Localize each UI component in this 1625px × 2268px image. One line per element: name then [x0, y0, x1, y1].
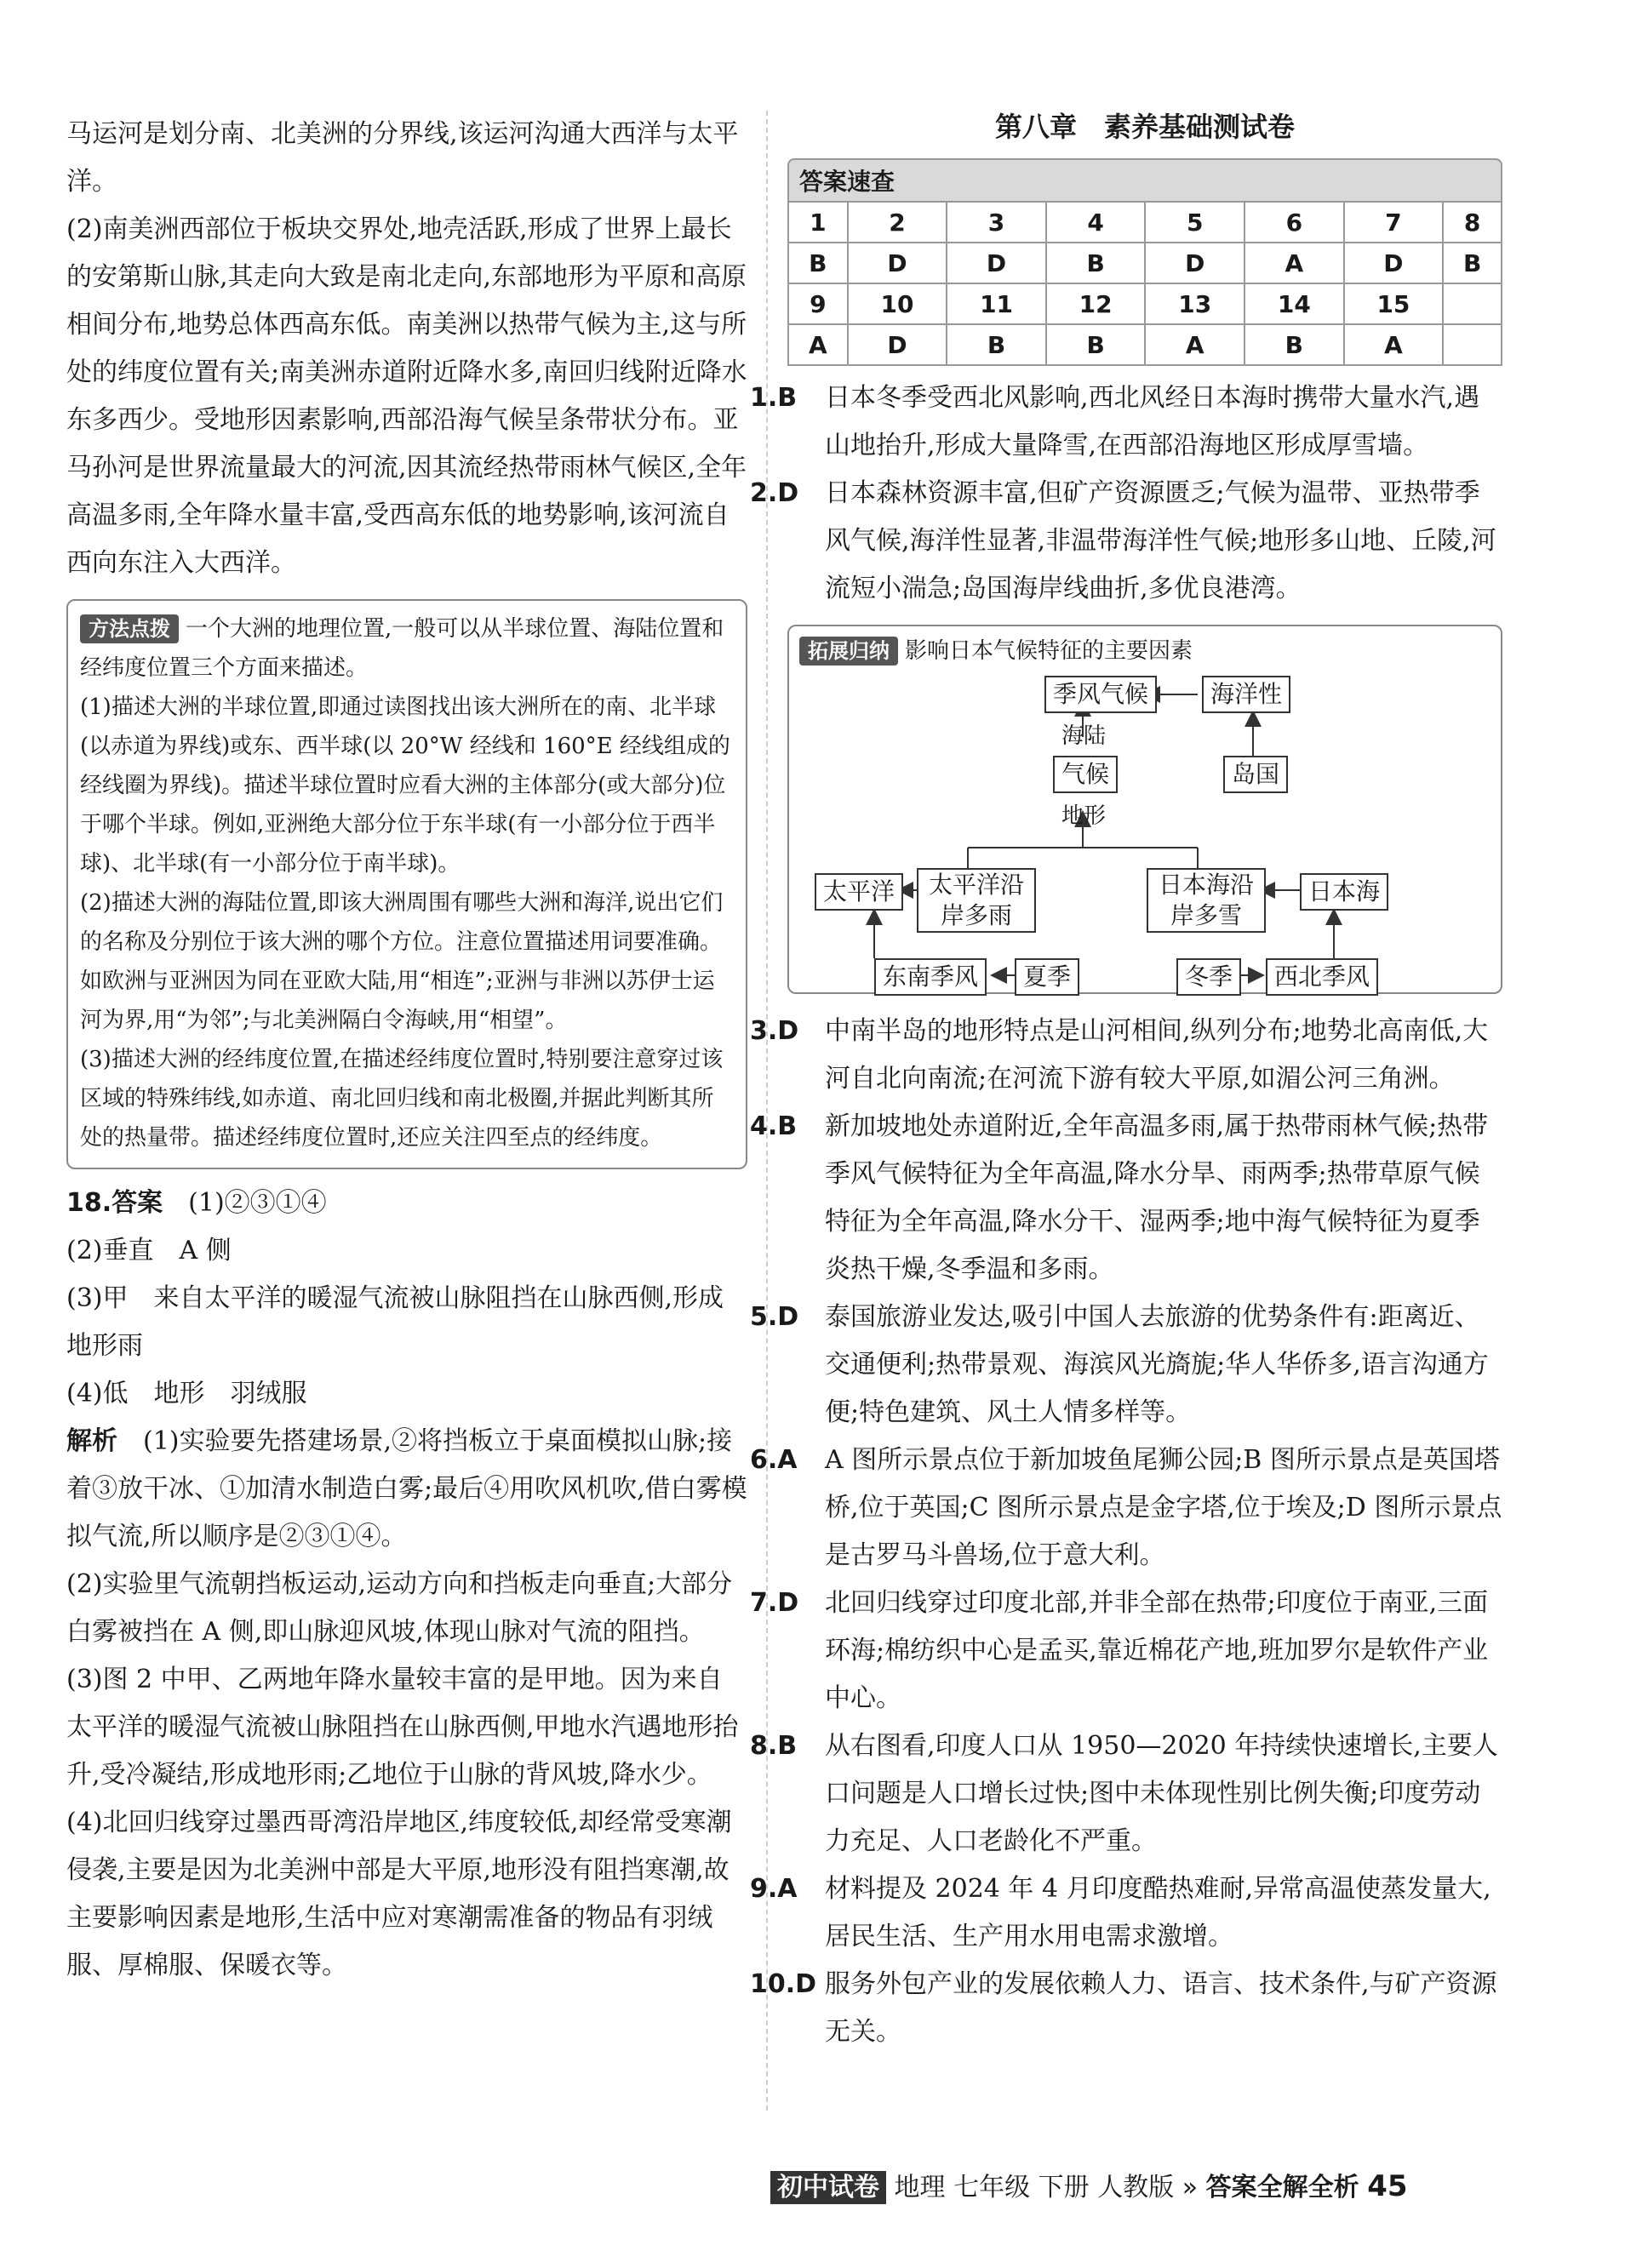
answer-cell: B — [788, 243, 848, 283]
footer-brand: 初中试卷 — [770, 2171, 886, 2204]
answer-cell: 4 — [1046, 202, 1146, 243]
answer-item-number: 1.B — [750, 383, 798, 413]
method-2: (2)描述大洲的海陆位置,即该大洲周围有哪些大洲和海洋,说出它们的名称及分别位于该大洲的哪个方位。注意位置描述用词要准确。如欧洲与亚洲因为同在亚欧大陆,用“相连”;亚洲与非洲以苏伊士运河为界,用“为邻”;与北美洲隔白令海峡,用“相望”。 — [80, 890, 724, 1033]
footer-title: 答案全解全析 — [1205, 2173, 1359, 2202]
method-box — [66, 599, 747, 1169]
q18-ans-1: (1)②③①④ — [188, 1188, 327, 1218]
answer-item — [750, 1437, 1502, 1580]
answer-cell: A — [1244, 243, 1344, 283]
footer-volume: 下册 — [1038, 2173, 1090, 2202]
answer-cell: 11 — [947, 283, 1046, 324]
answer-cell: B — [1244, 324, 1344, 365]
page-number: 45 — [1367, 2169, 1408, 2203]
node-se-wind: 东南季风 — [874, 958, 987, 996]
answer-table — [787, 201, 1502, 366]
jiexi-4: (4)北回归线穿过墨西哥湾沿岸地区,纬度较低,却经常受寒潮侵袭,主要是因为北美洲中部是大平原,地形没有阻挡寒潮,故主要影响因素是地形,生活中应对寒潮需准备的物品有羽绒服、厚棉服、保暖衣等。 — [66, 1808, 732, 1980]
answer-item-text: 日本森林资源丰富,但矿产资源匮乏;气候为温带、亚热带季风气候,海洋性显著,非温带海洋性气候;地形多山地、丘陵,河流短小湍急;岛国海岸线曲折,多优良港湾。 — [825, 478, 1496, 603]
node-maritime: 海洋性 — [1202, 676, 1290, 713]
jiexi-label: 解析 — [66, 1426, 117, 1456]
node-pacific-coast: 太平洋沿岸多雨 — [917, 868, 1036, 933]
node-nw-wind: 西北季风 — [1266, 958, 1378, 996]
jiexi-3: (3)图 2 中甲、乙两地年降水量较丰富的是甲地。因为来自太平洋的暖湿气流被山脉阻挡在山脉西侧,甲地水汽遇地形抬升,受冷凝结,形成地形雨;乙地位于山脉的背风坡,降水少。 — [66, 1665, 739, 1790]
method-3: (3)描述大洲的经纬度位置,在描述经纬度位置时,特别要注意穿过该区域的特殊纬线,如赤道、南北回归线和南北极圈,并据此判断其所处的热量带。描述经纬度位置时,还应关注四至点的经纬度。 — [80, 1047, 724, 1151]
answer-cell: B — [947, 324, 1046, 365]
answer-item-text: 泰国旅游业发达,吸引中国人去旅游的优势条件有:距离近、交通便利;热带景观、海滨风光旖旎;华人华侨多,语言沟通方便;特色建筑、风土人情多样等。 — [825, 1302, 1489, 1427]
answer-cell: D — [947, 243, 1046, 283]
footer-edition: 人教版 — [1097, 2173, 1175, 2202]
answer-item-text: 服务外包产业的发展依赖人力、语言、技术条件,与矿产资源无关。 — [825, 1969, 1497, 2047]
answer-item-text: 材料提及 2024 年 4 月印度酷热难耐,异常高温使蒸发量大,居民生活、生产用水用电需求激增。 — [825, 1874, 1491, 1951]
q18-label: 18.答案 — [66, 1188, 163, 1218]
answer-cell: 10 — [848, 283, 947, 324]
answer-item — [750, 374, 1502, 470]
answer-cell: B — [1443, 243, 1502, 283]
answer-cell: 8 — [1443, 202, 1502, 243]
answer-item-number: 6.A — [750, 1445, 798, 1475]
answer-cell: B — [1046, 243, 1146, 283]
method-tag: 方法点拨 — [80, 614, 179, 643]
node-winter: 冬季 — [1176, 958, 1241, 996]
answer-cell: 15 — [1344, 283, 1444, 324]
method-0: 一个大洲的地理位置,一般可以从半球位置、海陆位置和经纬度位置三个方面来描述。 — [80, 616, 724, 681]
answer-item-number: 8.B — [750, 1731, 798, 1761]
answer-cell: 3 — [947, 202, 1046, 243]
footer — [770, 2166, 1408, 2203]
answer-item — [750, 1294, 1502, 1437]
jiexi-1: (1)实验要先搭建场景,②将挡板立于桌面模拟山脉;接着③放干冰、①加清水制造白雾;最后④用吹风机吹,借白雾模拟气流,所以顺序是②③①④。 — [66, 1426, 747, 1551]
method-1: (1)描述大洲的半球位置,即通过读图找出该大洲所在的南、北半球(以赤道为界线)或东、西半球(以 20°W 经线和 160°E 经线组成的经线圈为界线)。描述半球位置时应看大洲的主体部分(或大部分)位于哪个半球。例如,亚洲绝大部分位于东半球(有一小部分位于西半球)、北半球(有一小部分位于南半球)。 — [80, 694, 730, 877]
jiexi-2: (2)实验里气流朝挡板运动,运动方向和挡板走向垂直;大部分白雾被挡在 A 侧,即山脉迎风坡,体现山脉对气流的阻挡。 — [66, 1569, 733, 1647]
answer-cell: D — [1344, 243, 1444, 283]
answer-cell — [1443, 324, 1502, 365]
answer-item-text: 北回归线穿过印度北部,并非全部在热带;印度位于南亚,三面环海;棉纺织中心是孟买,靠近棉花产地,班加罗尔是软件产业中心。 — [825, 1588, 1489, 1713]
answer-item-number: 4.B — [750, 1111, 798, 1141]
answer-header: 答案速查 — [787, 158, 1502, 201]
answer-cell: A — [788, 324, 848, 365]
q18-ans-3: (3)甲 来自太平洋的暖湿气流被山脉阻挡在山脉西侧,形成地形雨 — [66, 1283, 724, 1361]
answer-cell: A — [1344, 324, 1444, 365]
answer-cell: 5 — [1145, 202, 1244, 243]
answer-cell: D — [848, 243, 947, 283]
right-column — [750, 94, 1502, 2056]
answer-cell: D — [848, 324, 947, 365]
answer-cell: A — [1145, 324, 1244, 365]
node-pacific: 太平洋 — [815, 873, 903, 911]
label-terrain: 地形 — [1061, 803, 1107, 829]
footer-grade: 七年级 — [953, 2173, 1031, 2202]
answer-item — [750, 1103, 1502, 1294]
expand-diagram — [787, 625, 1502, 994]
answer-cell: B — [1046, 324, 1146, 365]
node-island: 岛国 — [1223, 756, 1288, 793]
answer-item — [750, 1580, 1502, 1722]
node-japan-sea: 日本海 — [1300, 873, 1388, 911]
answer-item-number: 10.D — [750, 1969, 817, 1999]
answer-item-text: 从右图看,印度人口从 1950—2020 年持续快速增长,主要人口问题是人口增长过快;图中未体现性别比例失衡;印度劳动力充足、人口老龄化不严重。 — [825, 1731, 1498, 1856]
label-sea-land: 海陆 — [1061, 723, 1107, 749]
answer-item-number: 9.A — [750, 1874, 798, 1904]
answer-item-text: 中南半岛的地形特点是山河相间,纵列分布;地势北高南低,大河自北向南流;在河流下游有较大平原,如湄公河三角洲。 — [825, 1016, 1489, 1094]
answer-cell: 12 — [1046, 283, 1146, 324]
answer-cell: 13 — [1145, 283, 1244, 324]
q18-ans-4: (4)低 地形 羽绒服 — [66, 1379, 307, 1408]
answer-item-text: A 图所示景点位于新加坡鱼尾狮公园;B 图所示景点是英国塔桥,位于英国;C 图所示景点是金字塔,位于埃及;D 图所示景点是古罗马斗兽场,位于意大利。 — [825, 1445, 1502, 1570]
answer-item-text: 新加坡地处赤道附近,全年高温多雨,属于热带雨林气候;热带季风气候特征为全年高温,降水分旱、雨两季;热带草原气候特征为全年高温,降水分干、湿两季;地中海气候特征为夏季炎热干燥,冬季温和多雨。 — [825, 1111, 1489, 1284]
answer-item — [750, 1008, 1502, 1103]
answer-item-number: 5.D — [750, 1302, 799, 1332]
answer-cell: 14 — [1244, 283, 1344, 324]
expand-tag: 拓展归纳 — [799, 637, 898, 666]
answer-cell — [1443, 283, 1502, 324]
node-summer: 夏季 — [1015, 958, 1079, 996]
answer-item-number: 7.D — [750, 1588, 799, 1618]
chevron-right-icon: » — [1182, 2173, 1199, 2202]
left-intro-1: 马运河是划分南、北美洲的分界线,该运河沟通大西洋与太平洋。 — [66, 119, 739, 197]
chapter-title: 第八章 素养基础测试卷 — [994, 111, 1295, 143]
answer-item — [750, 470, 1502, 613]
answer-cell: D — [1145, 243, 1244, 283]
q18-ans-2: (2)垂直 A 侧 — [66, 1236, 232, 1265]
answer-item-number: 2.D — [750, 478, 799, 508]
answer-cell: 2 — [848, 202, 947, 243]
answer-cell: 9 — [788, 283, 848, 324]
answer-cell: 6 — [1244, 202, 1344, 243]
node-climate: 气候 — [1053, 756, 1118, 793]
answer-cell: 7 — [1344, 202, 1444, 243]
answer-item — [750, 1865, 1502, 1961]
left-intro-2: (2)南美洲西部位于板块交界处,地壳活跃,形成了世界上最长的安第斯山脉,其走向大致是南北走向,东部地形为平原和高原相间分布,地势总体西高东低。南美洲以热带气候为主,这与所处的纬度位置有关;南美洲赤道附近降水多,南回归线附近降水东多西少。受地形因素影响,西部沿海气候呈条带状分布。亚马孙河是世界流量最大的河流,因其流经热带雨林气候区,全年高温多雨,全年降水量丰富,受西高东低的地势影响,该河流自西向东注入大西洋。 — [66, 214, 747, 578]
answer-item-number: 3.D — [750, 1016, 799, 1046]
answer-item-text: 日本冬季受西北风影响,西北风经日本海时携带大量水汽,遇山地抬升,形成大量降雪,在西部沿海地区形成厚雪墙。 — [825, 383, 1480, 460]
answer-item — [750, 1961, 1502, 2056]
node-monsoon: 季风气候 — [1044, 676, 1157, 713]
answer-cell: 1 — [788, 202, 848, 243]
expand-title: 影响日本气候特征的主要因素 — [905, 638, 1193, 664]
node-sea-coast: 日本海沿岸多雪 — [1147, 868, 1266, 933]
footer-subject: 地理 — [894, 2173, 946, 2202]
left-column — [66, 111, 747, 1990]
answer-item — [750, 1722, 1502, 1865]
